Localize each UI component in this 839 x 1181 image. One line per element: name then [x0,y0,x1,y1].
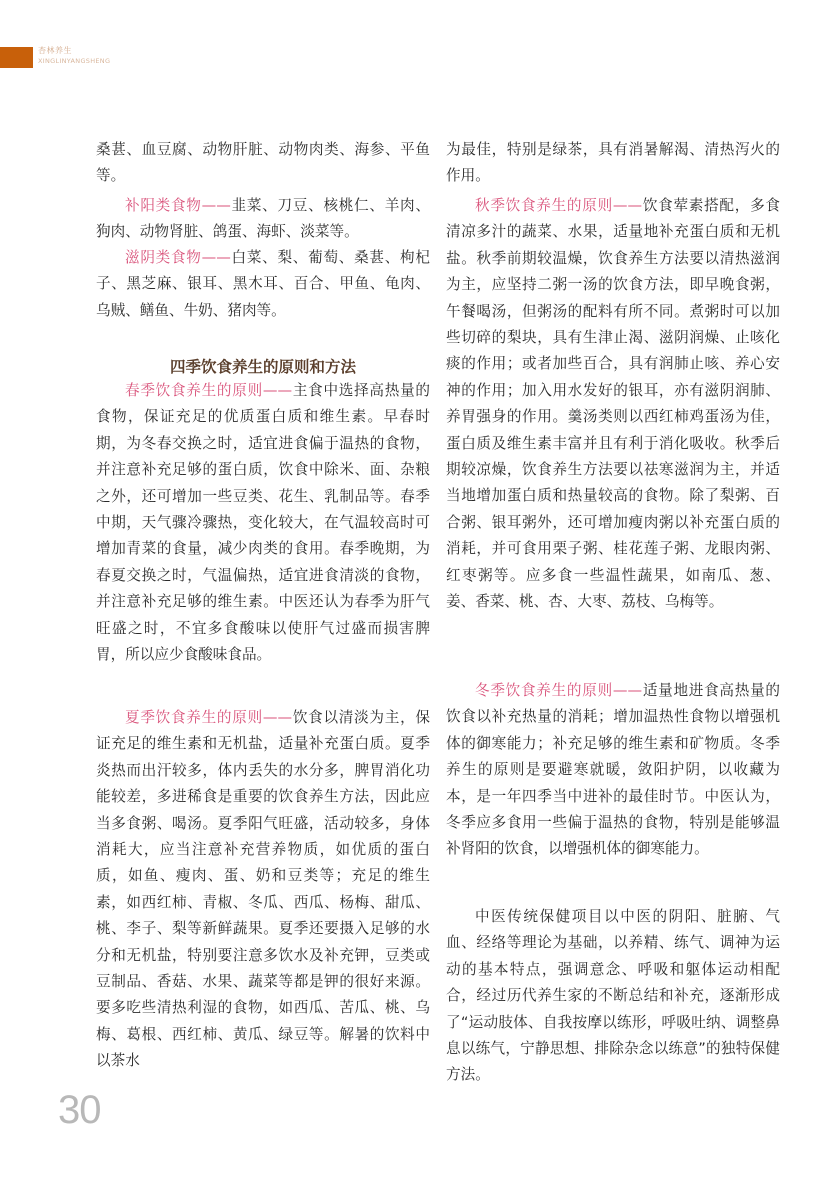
paragraph [96,137,430,190]
paragraph [96,378,430,668]
paragraph [96,193,430,246]
paragraph-text: 韭菜、刀豆、核桃仁、羊肉、狗肉、动物肾脏、鸽蛋、海虾、淡菜等。 [96,197,430,241]
paragraph-text: 饮食以清淡为主，保证充足的维生素和无机盐，适量补充蛋白质。夏季炎热而出汗较多，体内丢失的水分多，脾胃消化功能较差，多进稀食是重要的饮食养生方法，因此应当多食粥、喝汤。夏季阳气旺盛，活动较多，身体消耗大，应当注意补充营养物质，如优质的蛋白质，如鱼、瘦肉、蛋、奶和豆类等；充足的维生素，如西红柿、青椒、冬瓜、西瓜、杨梅、甜瓜、桃、李子、梨等新鲜蔬果。夏季还要摄入足够的水分和无机盐，特别要注意多饮水及补充钾，豆类或豆制品、香菇、水果、蔬菜等都是钾的很好来源。要多吃些清热利湿的食物，如西瓜、苦瓜、桃、乌梅、葛根、西红柿、黄瓜、绿豆等。解暑的饮料中以茶水 [96,709,430,1070]
highlight-label: 秋季饮食养生的原则—— [475,197,643,214]
paragraph [96,705,430,1075]
highlight-label: 夏季饮食养生的原则—— [125,709,293,726]
left-column [96,0,430,1181]
page-number: 30 [58,1088,101,1132]
paragraph [446,137,780,190]
paragraph-text: 为最佳，特别是绿茶，具有消暑解渴、清热泻火的作用。 [446,141,780,185]
header-title: 杏林养生 [38,46,72,55]
section-title: 四季饮食养生的原则和方法 [169,358,356,376]
paragraph [446,678,780,863]
paragraph-text: 桑葚、血豆腐、动物肝脏、动物肉类、海参、平鱼等。 [96,141,430,185]
paragraph-text: 主食中选择高热量的食物，保证充足的优质蛋白质和维生素。早春时期，为冬春交换之时，适宜进食偏于温热的食物，并注意补充足够的蛋白质，饮食中除米、面、杂粮之外，还可增加一些豆类、花生、乳制品等。春季中期，天气骤冷骤热，变化较大，在气温较高时可增加青菜的食量，减少肉类的食用。春季晚期，为春夏交换之时，气温偏热，适宜进食清淡的食物，并注意补充足够的维生素。中医还认为春季为肝气旺盛之时，不宜多食酸味以使肝气过盛而损害脾胃，所以应少食酸味食品。 [96,382,430,664]
paragraph [446,904,780,1089]
paragraph-text: 饮食荤素搭配，多食清凉多汁的蔬菜、水果，适量地补充蛋白质和无机盐。秋季前期较温燥，饮食养生方法要以清热滋润为主，应坚持二粥一汤的饮食方法，即早晚食粥，午餐喝汤，但粥汤的配料有所不同。煮粥时可以加些切碎的梨块，具有生津止渴、滋阴润燥、止咳化痰的作用；或者加些百合，具有润肺止咳、养心安神的作用；加入用水发好的银耳，亦有滋阴润肺、养胃强身的作用。羹汤类则以西红柿鸡蛋汤为佳，蛋白质及维生素丰富并且有利于消化吸收。秋季后期较凉燥，饮食养生方法要以祛寒滋润为主，并适当地增加蛋白质和热量较高的食物。除了梨粥、百合粥、银耳粥外，还可增加瘦肉粥以补充蛋白质的消耗，并可食用栗子粥、桂花莲子粥、龙眼肉粥、红枣粥等。应多食一些温性蔬果，如南瓜、葱、姜、香菜、桃、杏、大枣、荔枝、乌梅等。 [446,197,780,611]
highlight-label: 补阳类食物—— [125,197,231,214]
highlight-label: 春季饮食养生的原则—— [125,382,293,399]
highlight-label: 冬季饮食养生的原则—— [475,682,643,699]
paragraph [96,245,430,324]
right-column [446,0,780,1181]
paragraph [446,193,780,616]
header-bar [0,47,33,68]
highlight-label: 滋阴类食物—— [125,249,231,266]
paragraph-text: 适量地进食高热量的饮食以补充热量的消耗；增加温热性食物以增强机体的御寒能力；补充足够的维生素和矿物质。冬季养生的原则是要避寒就暖，敛阳护阴，以收藏为本，是一年四季当中进补的最佳时节。中医认为，冬季应多食用一些偏于温热的食物，特别是能够温补肾阳的饮食，以增强机体的御寒能力。 [446,682,780,858]
header-subtitle: XINGLINYANGSHENG [38,57,111,65]
paragraph-text: 中医传统保健项目以中医的阴阳、脏腑、气血、经络等理论为基础，以养精、练气、调神为运动的基本特点，强调意念、呼吸和躯体运动相配合，经过历代养生家的不断总结和补充，逐渐形成了“运动肢体、自我按摩以练形，呼吸吐纳、调整鼻息以练气，宁静思想、排除杂念以练意”的独特保健方法。 [446,908,780,1084]
paragraph-text: 白菜、梨、葡萄、桑葚、枸杞子、黑芝麻、银耳、黑木耳、百合、甲鱼、龟肉、乌贼、鳝鱼、牛奶、猪肉等。 [96,249,430,319]
